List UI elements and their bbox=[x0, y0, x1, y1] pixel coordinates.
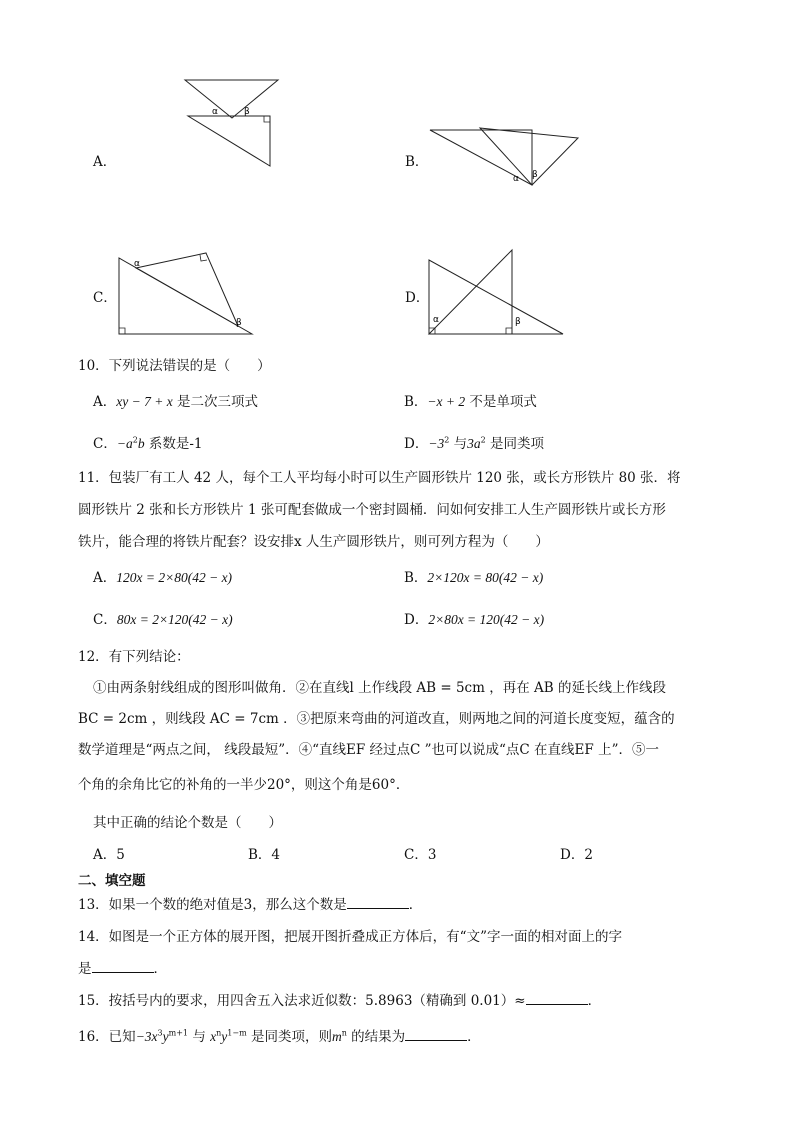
q12-option-d[interactable]: D．2 bbox=[560, 847, 593, 863]
q12-line2: BC = 2cm ，则线段 AC = 7cm ．③把原来弯曲的河道改直，则两地之间的河道长度变短，蕴含的 bbox=[78, 711, 675, 727]
q11-option-a[interactable] bbox=[93, 566, 232, 586]
figure-a bbox=[180, 78, 280, 168]
option-label: C． bbox=[93, 612, 117, 628]
q15 bbox=[78, 989, 601, 1009]
q11-line2: 圆形铁片 2 张和长方形铁片 1 张可配套做成一个密封圆桶．问如何安排工人生产圆形铁片或长方形 bbox=[78, 502, 666, 518]
q12-option-b[interactable]: B．4 bbox=[248, 847, 281, 863]
q10-option-d[interactable] bbox=[404, 432, 544, 452]
q15-text: 15．按括号内的要求，用四舍五入法求近似数：5.8963（精确到 0.01）≈ bbox=[78, 993, 526, 1009]
q10-stem: 10．下列说法错误的是（ ） bbox=[78, 358, 271, 374]
option-text: 不是单项式 bbox=[465, 394, 537, 410]
math-sup: n bbox=[341, 1028, 347, 1038]
q15-end: ． bbox=[587, 993, 602, 1009]
option-label: D． bbox=[404, 436, 429, 452]
q14-text: 是 bbox=[78, 961, 92, 977]
beta-label: β bbox=[244, 107, 250, 117]
alpha-label: α bbox=[513, 174, 519, 184]
math-expr: 80x = 2×120(42 − x) bbox=[116, 612, 233, 627]
alpha-label: α bbox=[134, 259, 140, 269]
q12-option-c[interactable]: C．3 bbox=[404, 847, 437, 863]
math-expr: y bbox=[221, 1029, 228, 1044]
option-label: D． bbox=[404, 612, 429, 628]
figure-d bbox=[425, 248, 570, 340]
math-expr: −3x bbox=[135, 1029, 158, 1044]
math-expr: b bbox=[137, 436, 145, 451]
q16-end: ． bbox=[467, 1029, 481, 1045]
math-sup: m+1 bbox=[168, 1028, 189, 1038]
option-text: 与 bbox=[449, 436, 468, 452]
math-expr: xy − 7 + x bbox=[116, 394, 173, 409]
q13 bbox=[78, 893, 422, 913]
section-title: 二、填空题 bbox=[78, 873, 146, 889]
q12-option-a[interactable]: A．5 bbox=[93, 847, 125, 863]
option-text: 是同类项 bbox=[485, 436, 544, 452]
q16-text: 16．已知 bbox=[78, 1029, 136, 1045]
math-sup: 2 bbox=[480, 435, 486, 445]
math-sup: 2 bbox=[444, 435, 450, 445]
figure-c bbox=[115, 248, 260, 340]
q11-line3: 铁片，能合理的将铁片配套？设安排x 人生产圆形铁片，则可列方程为（ ） bbox=[78, 534, 549, 550]
q12-stem: 12．有下列结论： bbox=[78, 649, 190, 665]
option-d-label[interactable]: D． bbox=[405, 290, 430, 306]
option-label: A． bbox=[93, 394, 117, 410]
q12-line1: ①由两条射线组成的图形叫做角．②在直线l 上作线段 AB = 5cm ，再在 AB 的延长线上作线段 bbox=[93, 680, 666, 696]
option-label: B． bbox=[404, 570, 428, 586]
beta-label: β bbox=[532, 170, 538, 180]
q11-option-d[interactable] bbox=[404, 608, 544, 628]
math-expr: y bbox=[162, 1029, 169, 1044]
math-expr: 2×80x = 120(42 − x) bbox=[428, 612, 545, 627]
math-sup: 3 bbox=[157, 1028, 163, 1038]
math-sup: 1−m bbox=[227, 1028, 247, 1038]
q14-line1: 14．如图是一个正方体的展开图，把展开图折叠成正方体后，有“文”字一面的相对面上的字 bbox=[78, 929, 622, 945]
q10-option-b[interactable] bbox=[404, 390, 537, 410]
math-expr: 3a bbox=[467, 436, 481, 451]
math-expr: −x + 2 bbox=[427, 394, 466, 409]
q13-end: ． bbox=[408, 897, 423, 913]
beta-label: β bbox=[515, 317, 521, 327]
answer-blank[interactable] bbox=[526, 992, 588, 1005]
q14-end: ． bbox=[153, 961, 167, 977]
option-text: 系数是-1 bbox=[144, 436, 203, 452]
q16-text: 的结果为 bbox=[346, 1029, 406, 1045]
math-expr: m bbox=[331, 1029, 342, 1044]
math-sup: n bbox=[216, 1028, 222, 1038]
figure-b bbox=[425, 125, 585, 190]
option-label: C． bbox=[93, 436, 117, 452]
q11-line1: 11．包装厂有工人 42 人，每个工人平均每小时可以生产圆形铁片 120 张，或长方形铁片 80 张．将 bbox=[78, 470, 681, 486]
math-expr: −3 bbox=[428, 436, 445, 451]
option-label: B． bbox=[404, 394, 428, 410]
q10-option-c[interactable] bbox=[93, 432, 203, 452]
alpha-label: α bbox=[433, 315, 439, 325]
answer-blank[interactable] bbox=[347, 896, 409, 909]
option-label: A． bbox=[93, 570, 117, 586]
q10-option-a[interactable] bbox=[93, 390, 258, 410]
option-b-label[interactable]: B． bbox=[405, 154, 429, 170]
q12-question: 其中正确的结论个数是（ ） bbox=[93, 815, 282, 831]
math-expr: 2×120x = 80(42 − x) bbox=[427, 570, 544, 585]
option-a-label[interactable]: A． bbox=[93, 154, 117, 170]
q11-option-b[interactable] bbox=[404, 566, 543, 586]
beta-label: β bbox=[236, 318, 242, 328]
q14-line2 bbox=[78, 957, 167, 977]
answer-blank[interactable] bbox=[405, 1028, 467, 1041]
q13-text: 13．如果一个数的绝对值是3，那么这个数是 bbox=[78, 897, 347, 913]
math-expr: −a bbox=[116, 436, 133, 451]
q16-text: 是同类项，则 bbox=[246, 1029, 332, 1045]
q12-line4: 个角的余角比它的补角的一半少20°，则这个角是60°． bbox=[78, 777, 410, 793]
q16-text: 与 bbox=[188, 1029, 211, 1045]
math-expr: x bbox=[210, 1029, 217, 1044]
q16 bbox=[78, 1025, 481, 1045]
q11-option-c[interactable] bbox=[93, 608, 233, 628]
math-expr: 120x = 2×80(42 − x) bbox=[116, 570, 233, 585]
alpha-label: α bbox=[212, 107, 218, 117]
option-text: 是二次三项式 bbox=[172, 394, 258, 410]
math-sup: 2 bbox=[132, 435, 138, 445]
option-c-label[interactable]: C． bbox=[93, 290, 117, 306]
q12-line3: 数学道理是“两点之间， 线段最短”．④“直线EF 经过点C ”也可以说成“点C 在直线EF 上”．⑤一 bbox=[78, 742, 659, 758]
answer-blank[interactable] bbox=[92, 960, 154, 973]
